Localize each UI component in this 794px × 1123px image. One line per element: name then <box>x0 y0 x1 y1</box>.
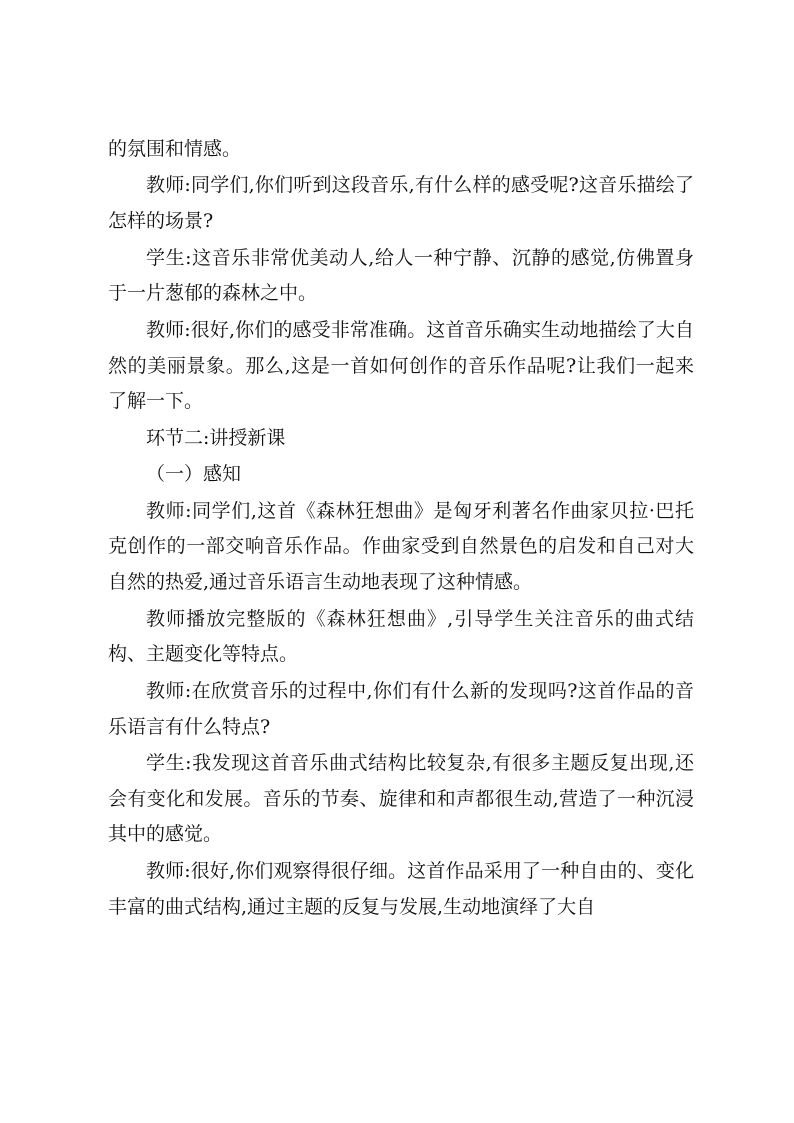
paragraph-teacher-question: 教师:同学们,你们听到这段音乐,有什么样的感受呢?这音乐描绘了怎样的场景? <box>108 174 694 233</box>
paragraph-teacher-response: 教师:很好,你们的感受非常准确。这首音乐确实生动地描绘了大自然的美丽景象。那么,这是一首如何创作的音乐作品呢?让我们一起来了解一下。 <box>108 318 694 413</box>
section-heading: 环节二:讲授新课 <box>146 426 286 449</box>
body-text <box>108 132 694 926</box>
paragraph-teacher-question-2: 教师:在欣赏音乐的过程中,你们有什么新的发现吗?这首作品的音乐语言有什么特点? <box>108 679 694 738</box>
paragraph-continuation: 的氛围和情感。 <box>108 138 242 160</box>
subsection-heading: （一）感知 <box>146 463 242 486</box>
paragraph-teacher-intro: 教师:同学们,这首《森林狂想曲》是匈牙利著名作曲家贝拉·巴托克创作的一部交响音乐作品。作曲家受到自然景色的启发和自己对大自然的热爱,通过音乐语言生动地表现了这种情感。 <box>108 499 694 594</box>
paragraph-student-answer: 学生:这音乐非常优美动人,给人一种宁静、沉静的感觉,仿佛置身于一片葱郁的森林之中。 <box>108 246 694 305</box>
paragraph-student-answer-2: 学生:我发现这首音乐曲式结构比较复杂,有很多主题反复出现,还会有变化和发展。音乐的节奏、旋律和和声都很生动,营造了一种沉浸其中的感觉。 <box>108 751 694 846</box>
paragraph-teacher-action: 教师播放完整版的《森林狂想曲》,引导学生关注音乐的曲式结构、主题变化等特点。 <box>108 607 694 666</box>
paragraph-teacher-summary: 教师:很好,你们观察得很仔细。这首作品采用了一种自由的、变化丰富的曲式结构,通过主题的反复与发展,生动地演绎了大自 <box>108 859 694 918</box>
